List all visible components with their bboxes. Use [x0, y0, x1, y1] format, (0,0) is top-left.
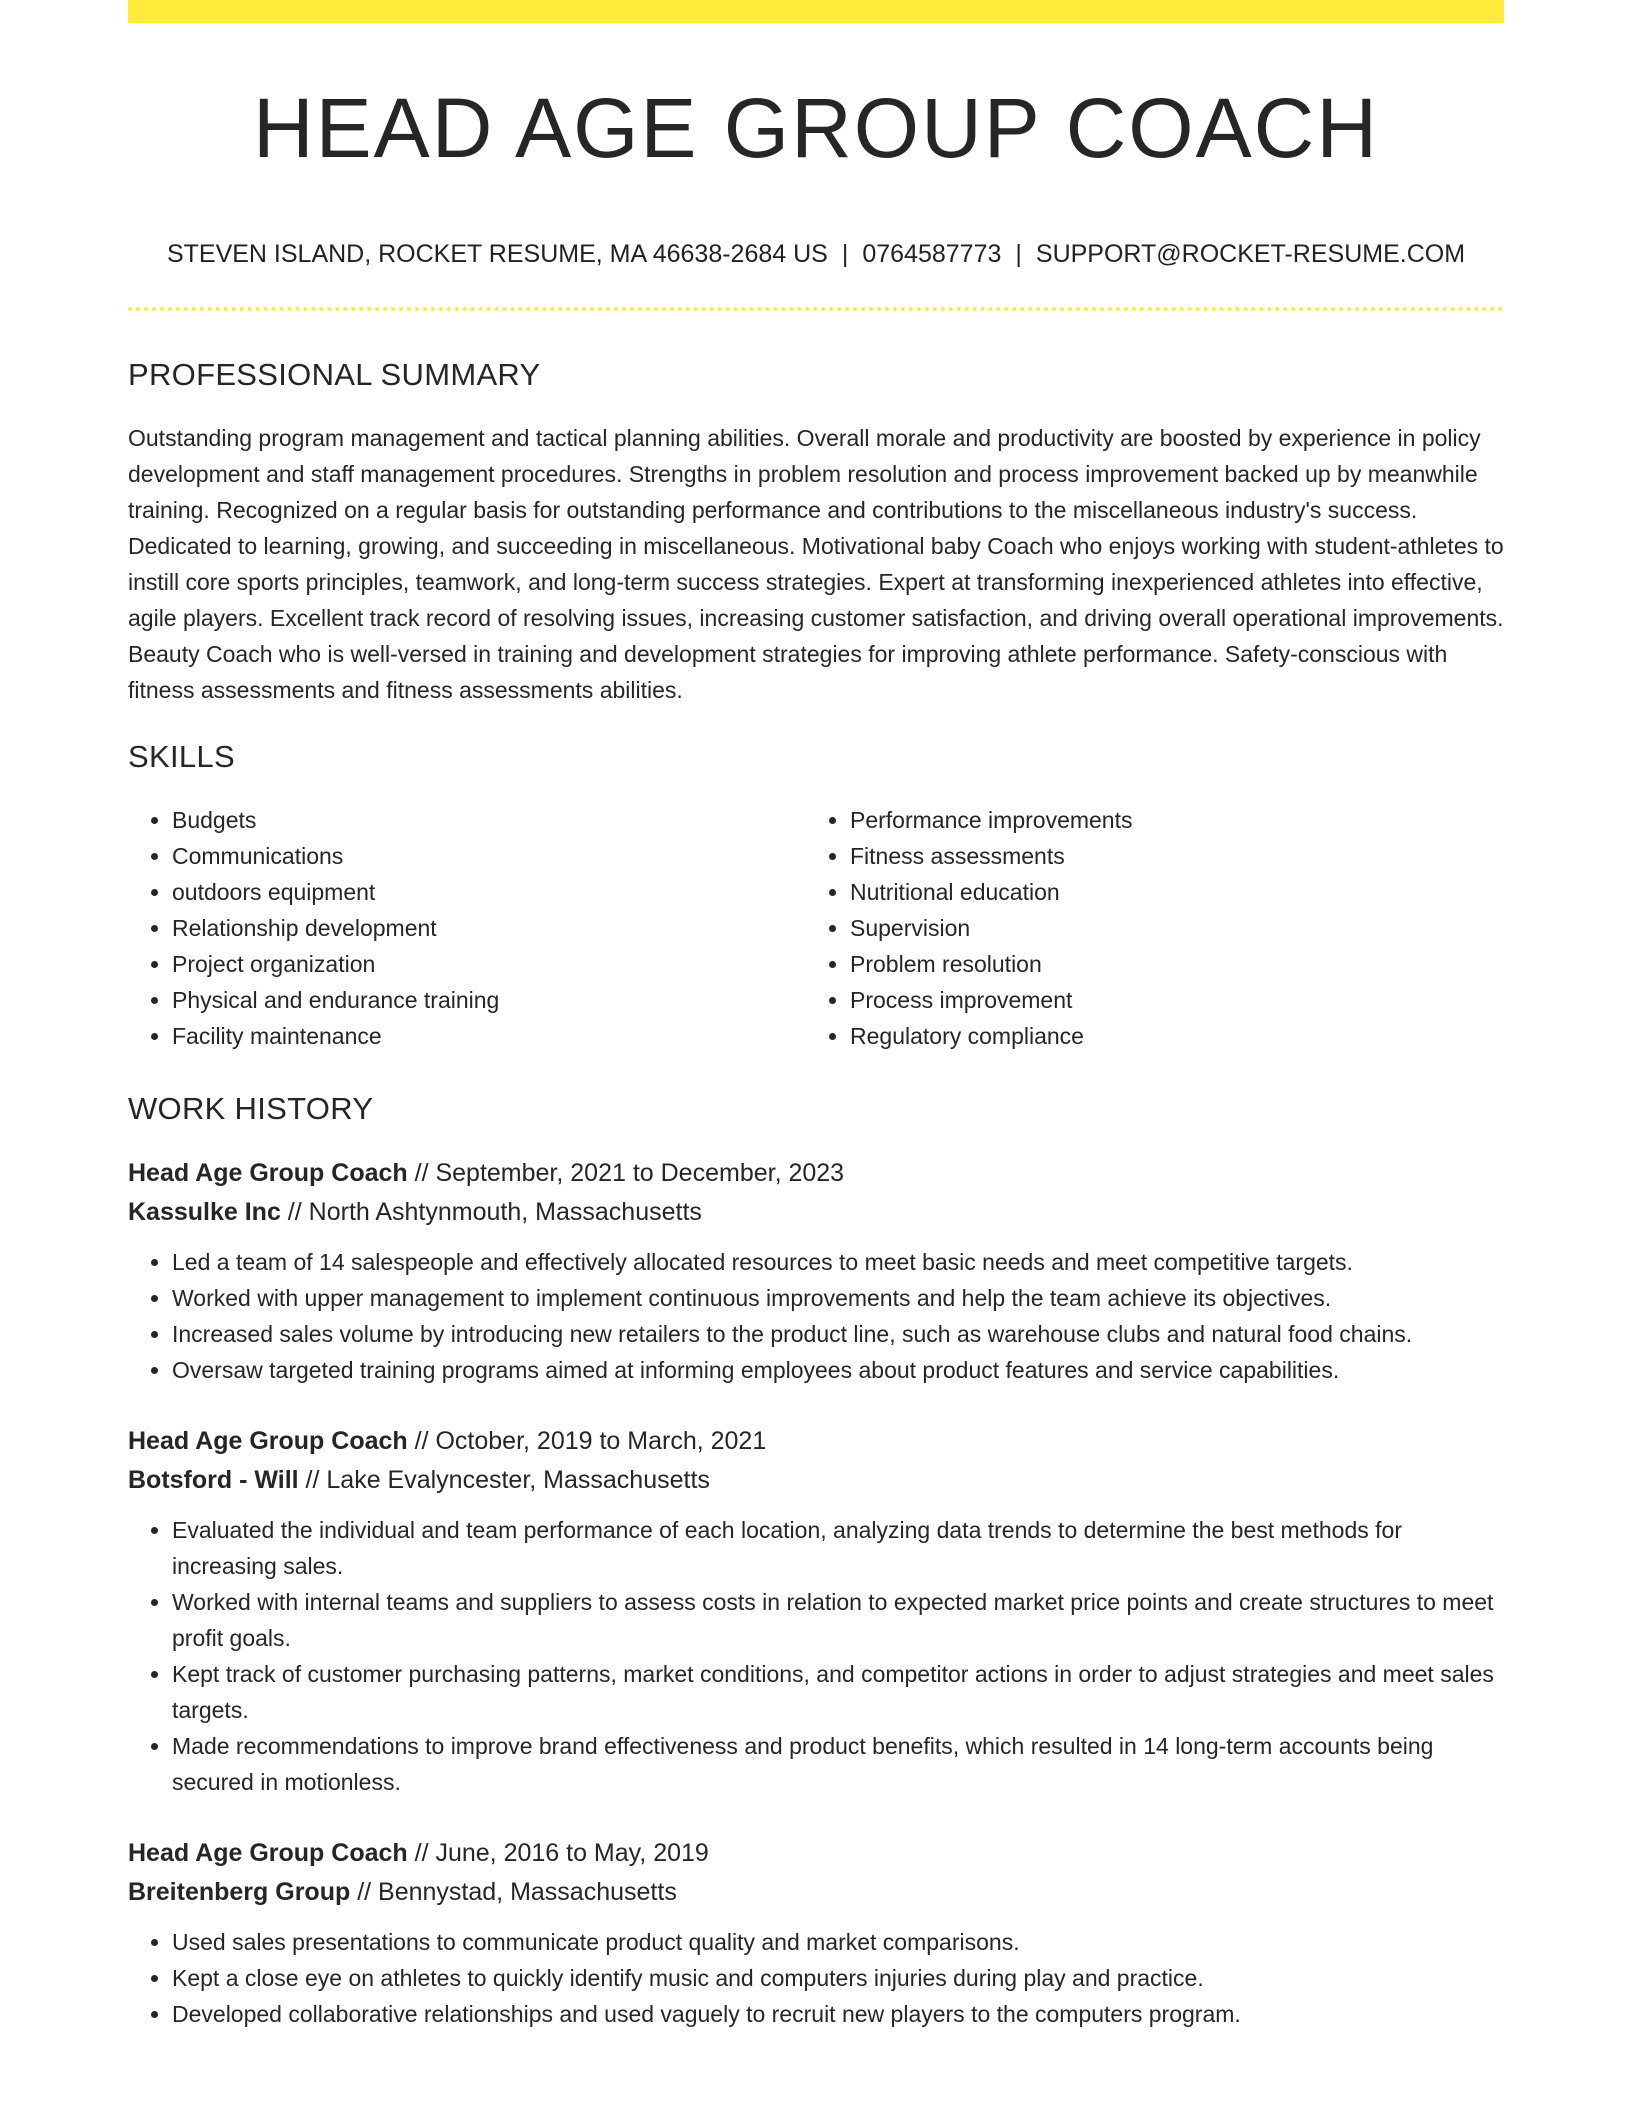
skill-item: • Facility maintenance: [172, 1018, 806, 1054]
contact-line: [128, 236, 1504, 272]
job-bullet: • Led a team of 14 salespeople and effectively allocated resources to meet basic needs and meet competitive targets.: [172, 1244, 1504, 1280]
job-bullet: • Worked with upper management to implement continuous improvements and help the team achieve its objectives.: [172, 1280, 1504, 1316]
skill-item: • Performance improvements: [850, 802, 1484, 838]
job-company: Botsford - Will: [128, 1466, 299, 1494]
job-bullet: • Increased sales volume by introducing new retailers to the product line, such as warehouse clubs and natural food chains.: [172, 1316, 1504, 1352]
accent-top-bar: [128, 0, 1504, 23]
skill-item: • Communications: [172, 838, 806, 874]
job-location: North Ashtynmouth, Massachusetts: [308, 1198, 702, 1226]
job-company: Breitenberg Group: [128, 1878, 351, 1906]
summary-text: Outstanding program management and tactical planning abilities. Overall morale and productivity are boosted by experience in policy development and staff management procedures. Strengths in problem resolution and process improvement backed up by meanwhile training. Recognized on a regular basis for outstanding performance and contributions to the miscellaneous industry's success. Dedicated to learning, growing, and succeeding in miscellaneous. Motivational baby Coach who enjoys working with student-athletes to instill core sports principles, teamwork, and long-term success strategies. Expert at transforming inexperienced athletes into effective, agile players. Excellent track record of resolving issues, increasing customer satisfaction, and driving overall operational improvements. Beauty Coach who is well-versed in training and development strategies for improving athlete performance. Safety-conscious with fitness assessments and fitness assessments abilities.: [128, 425, 1504, 703]
skill-item: • Physical and endurance training: [172, 982, 806, 1018]
summary-heading: PROFESSIONAL SUMMARY: [128, 357, 541, 392]
job-dates: September, 2021 to December, 2023: [435, 1159, 845, 1187]
job-bullets: [128, 1924, 1504, 2032]
contact-address: STEVEN ISLAND, ROCKET RESUME, MA 46638-2684 US: [166, 240, 828, 268]
job-bullets: [128, 1512, 1504, 1800]
skill-item: • Nutritional education: [850, 874, 1484, 910]
skill-item: • Process improvement: [850, 982, 1484, 1018]
skill-item: • outdoors equipment: [172, 874, 806, 910]
job-bullet: • Kept a close eye on athletes to quickly identify music and computers injuries during play and practice.: [172, 1960, 1504, 1996]
skill-item: • Budgets: [172, 802, 806, 838]
job-bullet: • Made recommendations to improve brand effectiveness and product benefits, which resulted in 14 long-term accounts being secured in motionless.: [172, 1728, 1504, 1800]
job-bullet: • Oversaw targeted training programs aimed at informing employees about product features and service capabilities.: [172, 1352, 1504, 1388]
skill-item: • Regulatory compliance: [850, 1018, 1484, 1054]
job-role: Head Age Group Coach: [128, 1839, 408, 1867]
job-bullet: • Used sales presentations to communicate product quality and market comparisons.: [172, 1924, 1504, 1960]
skill-item: • Supervision: [850, 910, 1484, 946]
skill-item: • Problem resolution: [850, 946, 1484, 982]
candidate-name: HEAD AGE GROUP COACH: [252, 81, 1379, 175]
job-dates: October, 2019 to March, 2021: [435, 1427, 767, 1455]
contact-separator: |: [841, 240, 849, 268]
skills-grid: [128, 802, 1504, 1054]
job-company-line: [128, 1873, 1504, 1912]
work-history-list: [128, 1154, 1504, 2032]
job-delimiter: //: [298, 1466, 327, 1494]
skills-right-column: [806, 802, 1484, 1054]
skill-item: • Relationship development: [172, 910, 806, 946]
skill-item: • Fitness assessments: [850, 838, 1484, 874]
skill-item: • Project organization: [172, 946, 806, 982]
job-bullet: • Developed collaborative relationships and used vaguely to recruit new players to the computers program.: [172, 1996, 1504, 2032]
contact-email: SUPPORT@ROCKET-RESUME.COM: [1035, 240, 1466, 268]
job-entry: [128, 1154, 1504, 1388]
job-company-line: [128, 1461, 1504, 1500]
resume-body: [128, 352, 1504, 2066]
job-delimiter: //: [407, 1839, 436, 1867]
job-entry: [128, 1422, 1504, 1800]
job-company-line: [128, 1193, 1504, 1232]
job-bullet: • Kept track of customer purchasing patterns, market conditions, and competitor actions in order to adjust strategies and meet sales targets.: [172, 1656, 1504, 1728]
job-bullet: • Worked with internal teams and suppliers to assess costs in relation to expected market price points and create structures to meet profit goals.: [172, 1584, 1504, 1656]
job-entry: [128, 1834, 1504, 2032]
job-delimiter: //: [407, 1427, 436, 1455]
contact-separator: |: [1015, 240, 1022, 268]
job-delimiter: //: [407, 1159, 436, 1187]
skills-left-column: [128, 802, 806, 1054]
job-dates: June, 2016 to May, 2019: [435, 1839, 709, 1867]
job-company: Kassulke Inc: [128, 1198, 281, 1226]
job-bullets: [128, 1244, 1504, 1388]
job-title-line: [128, 1834, 1504, 1873]
contact-phone: 0764587773: [862, 240, 1002, 268]
job-role: Head Age Group Coach: [128, 1159, 408, 1187]
skills-heading: SKILLS: [128, 739, 235, 774]
job-title-line: [128, 1154, 1504, 1193]
job-location: Bennystad, Massachusetts: [378, 1878, 677, 1906]
job-delimiter: //: [280, 1198, 309, 1226]
job-title-line: [128, 1422, 1504, 1461]
job-role: Head Age Group Coach: [128, 1427, 408, 1455]
job-delimiter: //: [350, 1878, 379, 1906]
header-divider: [128, 307, 1504, 311]
job-bullet: • Evaluated the individual and team performance of each location, analyzing data trends to determine the best methods for increasing sales.: [172, 1512, 1504, 1584]
work-history-heading: WORK HISTORY: [128, 1091, 374, 1126]
job-location: Lake Evalyncester, Massachusetts: [326, 1466, 710, 1494]
